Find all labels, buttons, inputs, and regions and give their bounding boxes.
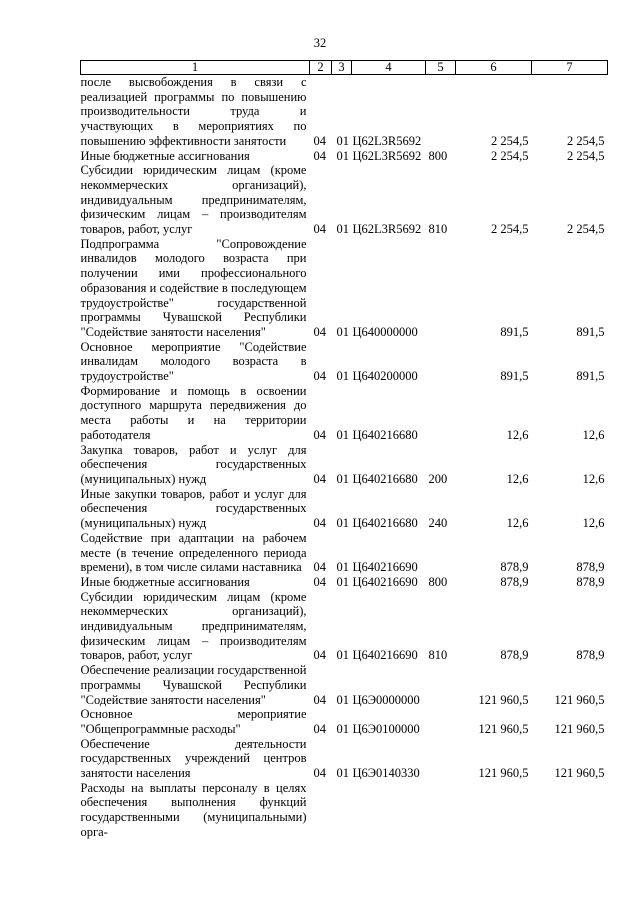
- target-article-code: Ц640216690: [352, 574, 418, 589]
- subsection-code: [332, 781, 352, 840]
- amount-year-2: 2 254,5: [567, 133, 605, 148]
- row-name: Иные закупки товаров, работ и услуг для обеспечения государственных (муниципальных) нужд: [80, 486, 307, 531]
- table-row: [81, 781, 608, 840]
- table-row: [81, 737, 608, 781]
- subsection-code: 01: [336, 692, 349, 707]
- row-name: Основное мероприятие "Содействие инвалидам молодого возраста в трудоустройстве": [80, 339, 307, 384]
- table-row: [81, 75, 608, 149]
- amount-year-1: 12,6: [506, 471, 529, 486]
- target-article-code: Ц640216690: [352, 560, 418, 575]
- subsection-code: 01: [336, 133, 349, 148]
- amount-year-2: 12,6: [582, 427, 605, 442]
- target-article-code: Ц6Э0140330: [352, 766, 420, 781]
- row-name: Субсидии юридическим лицам (кроме некоммерческих организаций), индивидуальным предпринимателям, физическим лицам – производителям товаров, работ, услуг: [80, 589, 307, 663]
- section-code: 04: [313, 148, 326, 163]
- expense-type-code: [426, 75, 456, 149]
- amount-year-2: 12,6: [582, 516, 605, 531]
- table-body: [81, 75, 608, 840]
- row-name: Закупка товаров, работ и услуг для обеспечения государственных (муниципальных) нужд: [80, 442, 307, 486]
- row-name: Субсидии юридическим лицам (кроме некоммерческих организаций), индивидуальным предпринимателям, физическим лицам – производителям товаров, работ, услуг: [80, 163, 307, 237]
- expense-type-code: [426, 531, 456, 575]
- expense-type-code: [426, 781, 456, 840]
- budget-table: [80, 60, 608, 840]
- amount-year-1: 121 960,5: [478, 692, 529, 707]
- section-code: 04: [313, 427, 326, 442]
- column-header: 4: [352, 61, 426, 75]
- target-article-code: Ц640216680: [352, 471, 418, 486]
- table-row: [81, 149, 608, 164]
- target-article-code: Ц640216680: [352, 427, 418, 442]
- table-row: [81, 707, 608, 736]
- target-article-code: Ц640216680: [352, 516, 418, 531]
- section-code: 04: [313, 133, 326, 148]
- subsection-code: 01: [336, 721, 349, 736]
- section-code: 04: [313, 222, 326, 237]
- table-row: [81, 487, 608, 531]
- amount-year-2: 878,9: [576, 574, 605, 589]
- section-code: 04: [313, 721, 326, 736]
- amount-year-1: 121 960,5: [478, 721, 529, 736]
- table-row: [81, 340, 608, 384]
- amount-year-2: 12,6: [582, 471, 605, 486]
- amount-year-2: 878,9: [576, 648, 605, 663]
- expense-type-code: 200: [428, 471, 448, 486]
- expense-type-code: 810: [428, 222, 448, 237]
- target-article-code: Ц62L3R5692: [352, 133, 422, 148]
- subsection-code: 01: [336, 648, 349, 663]
- amount-year-1: 12,6: [506, 516, 529, 531]
- subsection-code: 01: [336, 427, 349, 442]
- amount-year-1: 121 960,5: [478, 766, 529, 781]
- expense-type-code: [426, 237, 456, 340]
- row-name: Содействие при адаптации на рабочем месте (в течение определенного периода времени), в том числе силами наставника: [80, 530, 307, 575]
- row-name: Основное мероприятие "Общепрограммные расходы": [80, 707, 307, 736]
- section-code: 04: [313, 648, 326, 663]
- table-row: [81, 531, 608, 575]
- amount-year-2: 121 960,5: [554, 692, 605, 707]
- column-header: 5: [426, 61, 456, 75]
- subsection-code: 01: [336, 471, 349, 486]
- row-name: Расходы на выплаты персоналу в целях обеспечения выполнения функций государственными (муниципальными) орга-: [80, 780, 307, 839]
- amount-year-2: 891,5: [576, 324, 605, 339]
- row-name: Подпрограмма "Сопровождение инвалидов молодого возраста при получении ими профессионального образования и содействие в последующем трудоустройстве" государственной программы Чувашской Республики "Содействие занятости населения": [80, 236, 307, 339]
- section-code: 04: [313, 369, 326, 384]
- section-code: 04: [313, 516, 326, 531]
- table-row: [81, 575, 608, 590]
- target-article-code: [352, 781, 426, 840]
- page-number: 32: [313, 36, 327, 50]
- amount-year-2: 121 960,5: [554, 721, 605, 736]
- subsection-code: 01: [336, 324, 349, 339]
- column-header: 6: [456, 61, 532, 75]
- target-article-code: Ц6Э0000000: [352, 692, 420, 707]
- table-row: [81, 163, 608, 237]
- subsection-code: 01: [336, 516, 349, 531]
- expense-type-code: [426, 737, 456, 781]
- amount-year-1: [456, 781, 532, 840]
- expense-type-code: [426, 707, 456, 736]
- table-row: [81, 443, 608, 487]
- subsection-code: 01: [336, 222, 349, 237]
- subsection-code: 01: [336, 766, 349, 781]
- target-article-code: Ц62L3R5692: [352, 222, 422, 237]
- target-article-code: Ц640200000: [352, 369, 418, 384]
- amount-year-2: 891,5: [576, 369, 605, 384]
- subsection-code: 01: [336, 148, 349, 163]
- amount-year-2: 2 254,5: [567, 148, 605, 163]
- section-code: 04: [313, 766, 326, 781]
- column-header: 1: [81, 61, 310, 75]
- amount-year-1: 2 254,5: [491, 148, 529, 163]
- column-number-header-row: [81, 61, 608, 75]
- column-header: 7: [532, 61, 608, 75]
- amount-year-1: 12,6: [506, 427, 529, 442]
- expense-type-code: 240: [428, 516, 448, 531]
- section-code: 04: [313, 692, 326, 707]
- target-article-code: Ц640000000: [352, 324, 418, 339]
- amount-year-1: 891,5: [500, 324, 529, 339]
- expense-type-code: 810: [428, 648, 448, 663]
- row-name: после высвобождения в связи с реализацией программы по повышению производительности труда и участвующих в мероприятиях по повышению эффективности занятости: [80, 75, 307, 148]
- expense-type-code: 800: [428, 574, 448, 589]
- amount-year-2: 2 254,5: [567, 222, 605, 237]
- amount-year-1: 878,9: [500, 560, 529, 575]
- section-code: 04: [313, 471, 326, 486]
- column-header: 2: [310, 61, 332, 75]
- amount-year-1: 2 254,5: [491, 222, 529, 237]
- target-article-code: Ц62L3R5692: [352, 148, 422, 163]
- expense-type-code: [426, 384, 456, 443]
- subsection-code: 01: [336, 560, 349, 575]
- column-header: 3: [332, 61, 352, 75]
- row-name: Иные бюджетные ассигнования: [80, 574, 250, 589]
- amount-year-1: 2 254,5: [491, 133, 529, 148]
- row-name: Обеспечение деятельности государственных учреждений центров занятости населения: [80, 736, 307, 781]
- amount-year-2: 878,9: [576, 560, 605, 575]
- amount-year-2: [532, 781, 608, 840]
- row-name: Формирование и помощь в освоении доступного маршрута передвижения до места работы и на территории работодателя: [80, 383, 307, 442]
- expense-type-code: [426, 340, 456, 384]
- section-code: 04: [313, 574, 326, 589]
- amount-year-2: 121 960,5: [554, 766, 605, 781]
- section-code: 04: [313, 560, 326, 575]
- table-row: [81, 590, 608, 664]
- table-row: [81, 237, 608, 340]
- subsection-code: 01: [336, 574, 349, 589]
- row-name: Обеспечение реализации государственной программы Чувашской Республики "Содействие занятости населения": [80, 663, 307, 707]
- amount-year-1: 891,5: [500, 369, 529, 384]
- table-row: [81, 384, 608, 443]
- table-row: [81, 663, 608, 707]
- expense-type-code: 800: [428, 148, 448, 163]
- row-name: Иные бюджетные ассигнования: [80, 148, 250, 163]
- amount-year-1: 878,9: [500, 648, 529, 663]
- target-article-code: Ц6Э0100000: [352, 721, 420, 736]
- subsection-code: 01: [336, 369, 349, 384]
- section-code: [310, 781, 332, 840]
- amount-year-1: 878,9: [500, 574, 529, 589]
- target-article-code: Ц640216690: [352, 648, 418, 663]
- expense-type-code: [426, 663, 456, 707]
- section-code: 04: [313, 324, 326, 339]
